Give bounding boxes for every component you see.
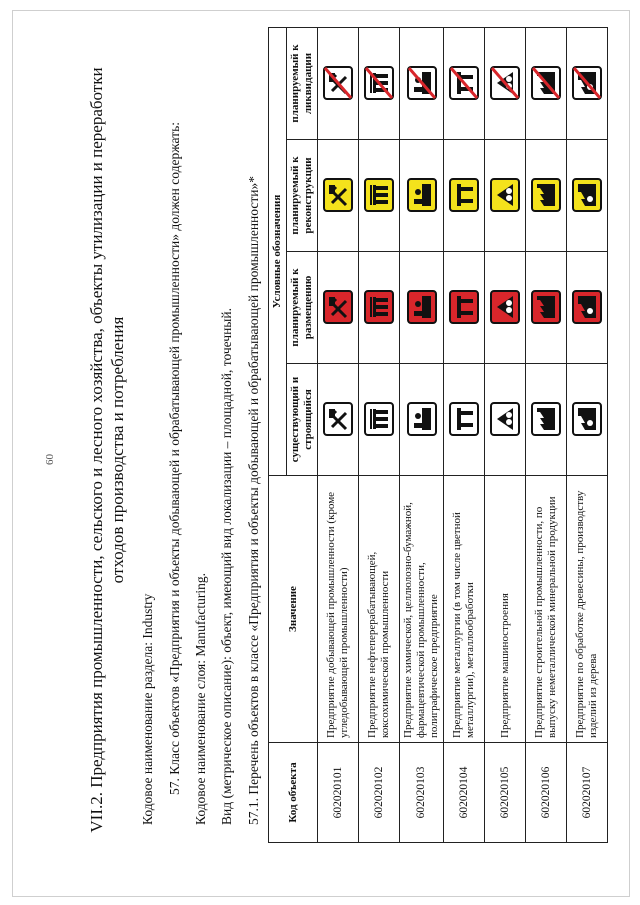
symbol-cell-existing xyxy=(526,364,567,476)
table-row xyxy=(444,28,485,843)
symbol-cell-liquidation xyxy=(444,28,485,140)
symbol-cell-placement xyxy=(318,252,359,364)
mining-icon xyxy=(323,403,353,437)
symbol-cell-existing xyxy=(318,364,359,476)
crossed-out-mark xyxy=(449,67,479,101)
symbol-cell-liquidation xyxy=(318,28,359,140)
crossed-out-mark xyxy=(572,67,602,101)
object-code: 602020104 xyxy=(444,743,485,843)
symbol-cell-existing xyxy=(444,364,485,476)
geometry-line: Вид (метрическое описание): объект, имеющий вид локализации – площадной, точечный. xyxy=(219,308,234,825)
mining-icon xyxy=(323,179,353,213)
metallurgy-icon xyxy=(449,403,479,437)
symbol-cell-reconstruction xyxy=(485,140,526,252)
table-row xyxy=(485,28,526,843)
symbol-cell-liquidation xyxy=(359,28,400,140)
table-body xyxy=(318,28,608,843)
symbol-cell-liquidation xyxy=(485,28,526,140)
metallurgy-icon xyxy=(449,67,479,101)
crossed-out-mark xyxy=(490,67,520,101)
machine-building-icon xyxy=(490,67,520,101)
layer-code-line: Кодовое наименование слоя: Manufacturing. xyxy=(193,573,208,825)
header-code: Код объекта xyxy=(269,743,318,843)
woodworking-icon xyxy=(572,179,602,213)
refinery-icon xyxy=(364,403,394,437)
symbol-cell-existing xyxy=(400,364,444,476)
table-row xyxy=(359,28,400,843)
refinery-icon xyxy=(364,179,394,213)
machine-building-icon xyxy=(490,291,520,325)
symbol-cell-reconstruction xyxy=(444,140,485,252)
object-meaning: Предприятие металлургии (в том числе цветной металлургии), металлообработки xyxy=(444,476,485,743)
symbol-cell-reconstruction xyxy=(359,140,400,252)
construction-industry-icon xyxy=(531,67,561,101)
crossed-out-mark xyxy=(407,67,437,101)
mining-icon xyxy=(323,291,353,325)
metallurgy-icon xyxy=(449,179,479,213)
symbol-cell-reconstruction xyxy=(526,140,567,252)
construction-industry-icon xyxy=(531,291,561,325)
symbol-cell-liquidation xyxy=(567,28,608,140)
header-symbols: Условные обозначения xyxy=(269,28,287,476)
symbol-cell-reconstruction xyxy=(318,140,359,252)
page-number: 60 xyxy=(44,454,56,465)
chemical-plant-icon xyxy=(407,291,437,325)
crossed-out-mark xyxy=(364,67,394,101)
object-code: 602020103 xyxy=(400,743,444,843)
table-row xyxy=(526,28,567,843)
header-placement: планируемый к размещению xyxy=(287,252,318,364)
object-meaning: Предприятие нефтеперерабатывающей, коксохимической промышленности xyxy=(359,476,400,743)
section-code-line: Кодовое наименование раздела: Industry xyxy=(140,593,155,825)
woodworking-icon xyxy=(572,67,602,101)
list-title-line: 57.1. Перечень объектов в классе «Предприятия и объекты добывающей и обрабатывающей промышленности»* xyxy=(246,176,261,825)
woodworking-icon xyxy=(572,291,602,325)
object-meaning: Предприятие химической, целлюлозно-бумажной, фармацевтической промышленности, полиграфическое предприятие xyxy=(400,476,444,743)
object-code: 602020102 xyxy=(359,743,400,843)
symbol-cell-placement xyxy=(444,252,485,364)
symbol-cell-placement xyxy=(567,252,608,364)
symbol-cell-existing xyxy=(359,364,400,476)
symbol-cell-reconstruction xyxy=(400,140,444,252)
section-heading: VII.2. Предприятия промышленности, сельского и лесного хозяйства, объекты утилизации и переработки отходов производства и потребления xyxy=(87,67,127,833)
object-meaning: Предприятие добывающей промышленности (кроме угледобывающей промышленности) xyxy=(318,476,359,743)
symbol-cell-placement xyxy=(359,252,400,364)
metallurgy-icon xyxy=(449,291,479,325)
header-meaning: Значение xyxy=(269,476,318,743)
symbol-cell-liquidation xyxy=(526,28,567,140)
symbol-cell-existing xyxy=(485,364,526,476)
woodworking-icon xyxy=(572,403,602,437)
table-row xyxy=(400,28,444,843)
crossed-out-mark xyxy=(531,67,561,101)
symbol-cell-reconstruction xyxy=(567,140,608,252)
symbol-cell-existing xyxy=(567,364,608,476)
header-existing: существующий и строящийся xyxy=(287,364,318,476)
object-code: 602020105 xyxy=(485,743,526,843)
symbol-cell-placement xyxy=(400,252,444,364)
chemical-plant-icon xyxy=(407,67,437,101)
refinery-icon xyxy=(364,291,394,325)
symbol-cell-placement xyxy=(485,252,526,364)
object-code: 602020107 xyxy=(567,743,608,843)
object-code: 602020106 xyxy=(526,743,567,843)
construction-industry-icon xyxy=(531,403,561,437)
objects-table xyxy=(268,27,608,843)
object-meaning: Предприятие строительной промышленности, по выпуску неметаллической минеральной продукции xyxy=(526,476,567,743)
table-row xyxy=(318,28,359,843)
chemical-plant-icon xyxy=(407,179,437,213)
header-liquidation: планируемый к ликвидации xyxy=(287,28,318,140)
symbol-cell-placement xyxy=(526,252,567,364)
object-meaning: Предприятие по обработке древесины, производству изделий из дерева xyxy=(567,476,608,743)
machine-building-icon xyxy=(490,179,520,213)
crossed-out-mark xyxy=(323,67,353,101)
symbol-cell-liquidation xyxy=(400,28,444,140)
header-reconstruction: планируемый к реконструкции xyxy=(287,140,318,252)
object-code: 602020101 xyxy=(318,743,359,843)
object-meaning: Предприятие машиностроения xyxy=(485,476,526,743)
mining-icon xyxy=(323,67,353,101)
table-row xyxy=(567,28,608,843)
chemical-plant-icon xyxy=(407,403,437,437)
machine-building-icon xyxy=(490,403,520,437)
construction-industry-icon xyxy=(531,179,561,213)
class-title-line: 57. Класс объектов «Предприятия и объекты добывающей и обрабатывающей промышленности» должен содержать: xyxy=(167,122,182,795)
refinery-icon xyxy=(364,67,394,101)
